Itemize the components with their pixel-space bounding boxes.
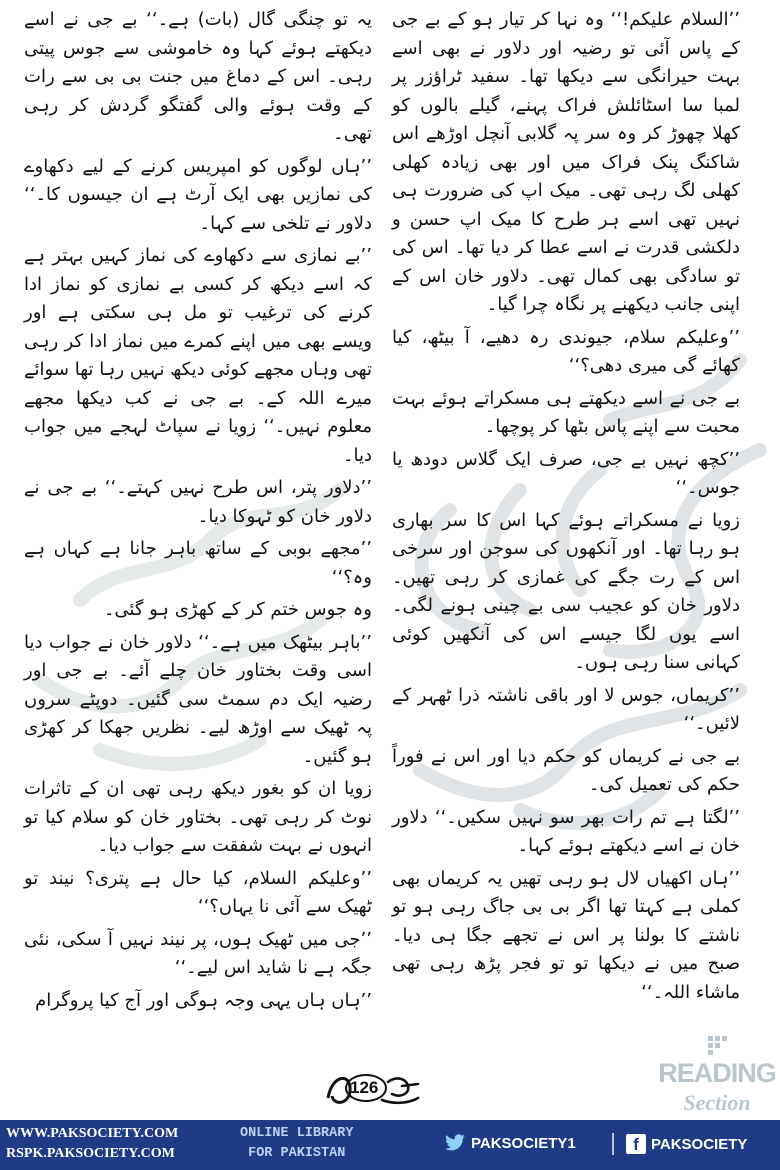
paragraph: ’’السلام علیکم!‘‘ وہ نہا کر تیار ہو کے بے جی کے پاس آئی تو رضیہ اور دلاور نے بھی اسے بہت حیرانگی سے دیکھا تھا۔ سفید ٹراؤزر پر لمبا سا اسٹائلش فراک پہنے، گیلے بالوں کو کھلا چھوڑ کر وہ سر پہ گلابی آنچل اوڑھے اس شاکنگ پنک فراک میں اور بھی زیادہ کھلی کھلی لگ رہی تھی۔ میک اپ کی ضرورت ہی نہیں تھی اسے ہر طرح کا میک اپ حسن و دلکشی قدرت نے اسے عطا کر دیا تھا۔ اس کی تو سادگی بھی کمال تھی۔ دلاور خان اس کے اپنی جانب دیکھنے پر نگاہ چرا گیا۔	[392, 9, 740, 315]
right-text-column	[392, 6, 740, 1011]
twitter-bird-icon	[444, 1134, 466, 1152]
library-line-1: ONLINE LIBRARY	[240, 1126, 354, 1141]
page-number: 126	[350, 1078, 379, 1097]
paragraph: ’’کریماں، جوس لا اور باقی ناشتہ ذرا ٹھہر کے لائیں۔‘‘	[392, 684, 740, 734]
facebook-icon: f	[626, 1134, 646, 1154]
paragraph: ’’وعلیکم سلام، جیوندی رہ دھیے، آ بیٹھ، کیا کھائے گی میری دھی؟‘‘	[392, 326, 740, 376]
page-number-ornament	[322, 1068, 422, 1110]
left-text-column	[24, 6, 372, 1019]
paragraph: ’’مجھے بوبی کے ساتھ باہر جانا ہے کہاں ہے وہ؟‘‘	[24, 538, 372, 588]
footer-links	[6, 1124, 178, 1164]
footer-bar	[0, 1120, 780, 1170]
section-label: Section	[683, 1090, 751, 1115]
facebook-handle[interactable]	[626, 1134, 747, 1154]
reading-section-badge	[658, 1036, 776, 1128]
footer-separator	[612, 1133, 614, 1155]
dots-icon	[708, 1036, 728, 1056]
facebook-label: PAKSOCIETY	[651, 1135, 748, 1153]
paragraph: ’’کچھ نہیں بے جی، صرف ایک گلاس دودھ یا جوس۔‘‘	[392, 448, 740, 498]
twitter-label: PAKSOCIETY1	[471, 1134, 576, 1152]
rspk-link[interactable]: RSPK.PAKSOCIETY.COM	[6, 1146, 175, 1161]
paragraph: ’’ہاں ہاں یہی وجہ ہوگی اور آج کیا پروگرام	[35, 989, 372, 1011]
paragraph: ’’باہر بیٹھک میں ہے۔‘‘ دلاور خان نے جواب دیا اسی وقت بختاور خان چلے آئے۔ بے جی اور رضیہ ایک دم سمٹ سی گئیں۔ دوپٹے سروں پہ ٹھیک سے اوڑھ لیے۔ نظریں جھکا کر کھڑی ہو گئیں۔	[24, 631, 372, 767]
library-line-2: FOR PAKISTAN	[248, 1146, 346, 1161]
website-link[interactable]: WWW.PAKSOCIETY.COM	[6, 1126, 179, 1141]
twitter-handle[interactable]	[444, 1134, 576, 1152]
paragraph: ’’دلاور پتر، اس طرح نہیں کہتے۔‘‘ بے جی نے دلاور خان کو ٹہوکا دیا۔	[24, 477, 372, 527]
paragraph: ’’ہاں اکھیاں لال ہو رہی تھیں یہ کریماں بھی کملی ہے کہتا تھا اگر بی بی جاگ رہی ہو تو ناشتے کا بولنا پر اس نے تجھے جگا ہی دیا۔ صبح میں نے دیکھا تو تو فجر پڑھ رہی تھی ماشاء اللہ۔‘‘	[392, 867, 740, 1003]
online-library-label	[240, 1124, 353, 1164]
paragraph: ’’لگتا ہے تم رات بھر سو نہیں سکیں۔‘‘ دلاور خان نے اسے دیکھتے ہوئے کہا۔	[392, 806, 740, 856]
paragraph: بے جی نے کریماں کو حکم دیا اور اس نے فوراً حکم کی تعمیل کی۔	[392, 745, 740, 795]
paragraph: ’’جی میں ٹھیک ہوں، پر نیند نہیں آ سکی، نئی جگہ ہے نا شاید اس لیے۔‘‘	[24, 928, 372, 978]
paragraph: ’’بے نمازی سے دکھاوے کی نماز کہیں بہتر ہے کہ اسے دیکھ کر کسی بے نمازی کو نماز ادا کرنے کی ترغیب تو مل ہی سکتی ہے اور ویسے بھی میں اپنے کمرے میں نماز ادا کر رہی تھی وہاں مجھے کوئی دیکھ نہیں رہا تھا سوائے میرے اللہ کے۔ بے جی نے کب دیکھا مجھے معلوم نہیں۔‘‘ زویا نے سپاٹ لہجے میں جواب دیا۔	[24, 245, 372, 466]
paragraph: یہ تو چنگی گال (بات) ہے۔‘‘ بے جی نے اسے دیکھتے ہوئے کہا وہ خاموشی سے جوس پیتی رہی۔ اس کے دماغ میں جنت بی بی سے رات کے وقت ہوئے والی گفتگو گردش کر رہی تھی۔	[24, 9, 372, 144]
paragraph: ’’وعلیکم السلام، کیا حال ہے پتری؟ نیند تو ٹھیک سے آئی نا یہاں؟‘‘	[24, 867, 372, 917]
reading-label: READING	[658, 1058, 776, 1088]
paragraph: ’’ہاں لوگوں کو امپریس کرنے کے لیے دکھاوے کی نمازیں بھی ایک آرٹ ہے ان جیسوں کا۔‘‘ دلاور نے تلخی سے کہا۔	[24, 155, 372, 234]
paragraph: بے جی نے اسے دیکھتے ہی مسکراتے ہوئے بہت محبت سے اپنے پاس بٹھا کر پوچھا۔	[392, 387, 740, 437]
paragraph: وہ جوس ختم کر کے کھڑی ہو گئی۔	[103, 599, 372, 620]
paragraph: زویا ان کو بغور دیکھ رہی تھی ان کے تاثرات نوٹ کر رہی تھی۔ بختاور خان کو سلام کیا تو انہوں نے بہت شفقت سے جواب دیا۔	[24, 778, 372, 856]
paragraph: زویا نے مسکراتے ہوئے کہا اس کا سر بھاری ہو رہا تھا۔ اور آنکھوں کی سوجن اور سرخی اس کے رت جگے کی غمازی کر رہی تھیں۔ دلاور خان کو عجیب سی بے چینی ہونے لگی۔ اسے یوں لگا جیسے اس کی آنکھیں کوئی کہانی سنا رہی ہوں۔	[392, 509, 740, 673]
